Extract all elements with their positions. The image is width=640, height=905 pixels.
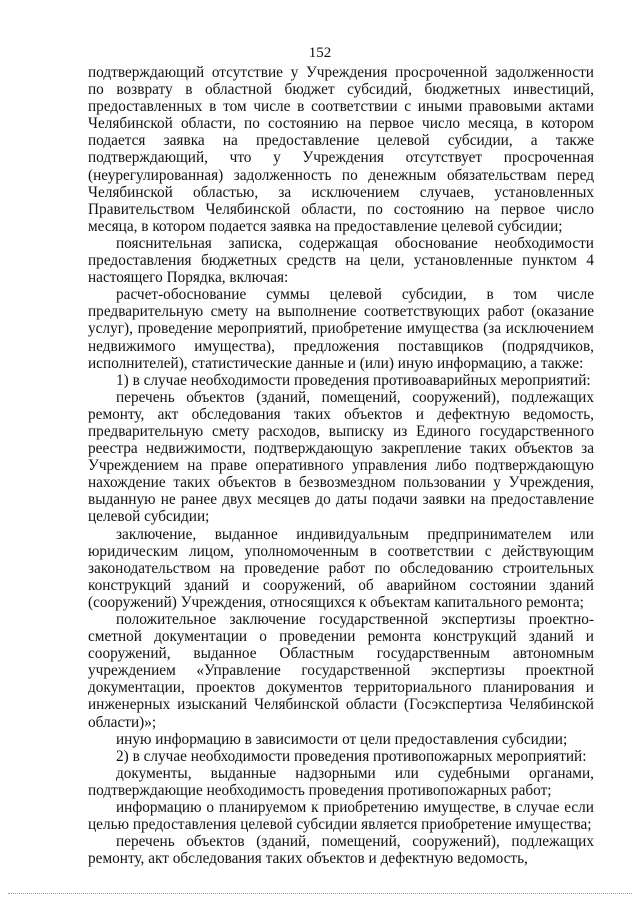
paragraph: информацию о планируемом к приобретению имуществе, в случае если целью предоставления целевой субсидии является приобретение имущества; — [88, 799, 594, 834]
paragraph: подтверждающий отсутствие у Учреждения просроченной задолженности по возврату в областной бюджет субсидий, бюджетных инвестиций, предоставленных в том числе в соответствии с иными правовыми актами Челябинской области, по состоянию на первое число месяца, в котором подается заявка на предоставление целевой субсидии, а также подтверждающий, что у Учреждения отсутствует просроченная (неурегулированная) задолженность по денежным обязательствам перед Челябинской областью, за исключением случаев, установленных Правительством Челябинской области, по состоянию на первое число месяца, в котором подается заявка на предоставление целевой субсидии; — [88, 64, 594, 235]
paragraph: расчет-обоснование суммы целевой субсидии, в том числе предварительную смету на выполнение соответствующих работ (оказание услуг), проведение мероприятий, приобретение имущества (за исключением недвижимого имущества), предложения поставщиков (подрядчиков, исполнителей), статистические данные и (или) иную информацию, а также: — [88, 286, 594, 372]
paragraph: перечень объектов (зданий, помещений, сооружений), подлежащих ремонту, акт обследования таких объектов и дефектную ведомость, предварительную смету расходов, выписку из Единого государственного реестра недвижимости, подтверждающую закрепление таких объектов за Учреждением на праве оперативного управления либо подтверждающую нахождение таких объектов в безвозмездном пользовании у Учреждения, выданную не ранее двух месяцев до даты подачи заявки на предоставление целевой субсидии; — [88, 388, 594, 526]
paragraph: 1) в случае необходимости проведения противоаварийных мероприятий: — [116, 371, 591, 389]
footer-divider — [8, 893, 632, 894]
paragraph: заключение, выданное индивидуальным предпринимателем или юридическим лицом, уполномоченным в соответствии с действующим законодательством на проведение работ по обследованию строительных конструкций зданий и сооружений, об аварийном состоянии зданий (сооружений) Учреждения, относящихся к объектам капитального ремонта; — [88, 525, 594, 611]
paragraph: пояснительная записка, содержащая обоснование необходимости предоставления бюджетных средств на цели, установленные пунктом 4 настоящего Порядка, включая: — [88, 234, 594, 287]
paragraph: перечень объектов (зданий, помещений, сооружений), подлежащих ремонту, акт обследования таких объектов и дефектную ведомость, — [88, 833, 594, 868]
paragraph: 2) в случае необходимости проведения противопожарных мероприятий: — [116, 747, 587, 765]
page-number: 152 — [308, 45, 332, 61]
paragraph: положительное заключение государственной экспертизы проектно-сметной документации о проведении ремонта конструкций зданий и сооружений, выданное Областным государственным автономным учреждением «Управление государственной экспертизы проектной документации, проектов документов территориального планирования и инженерных изысканий Челябинской области (Госэкспертиза Челябинской области)»; — [88, 611, 594, 731]
paragraph: документы, выданные надзорными или судебными органами, подтверждающие необходимость проведения противопожарных работ; — [88, 764, 594, 799]
paragraph: иную информацию в зависимости от цели предоставления субсидии; — [116, 730, 568, 748]
body-text — [88, 64, 594, 867]
